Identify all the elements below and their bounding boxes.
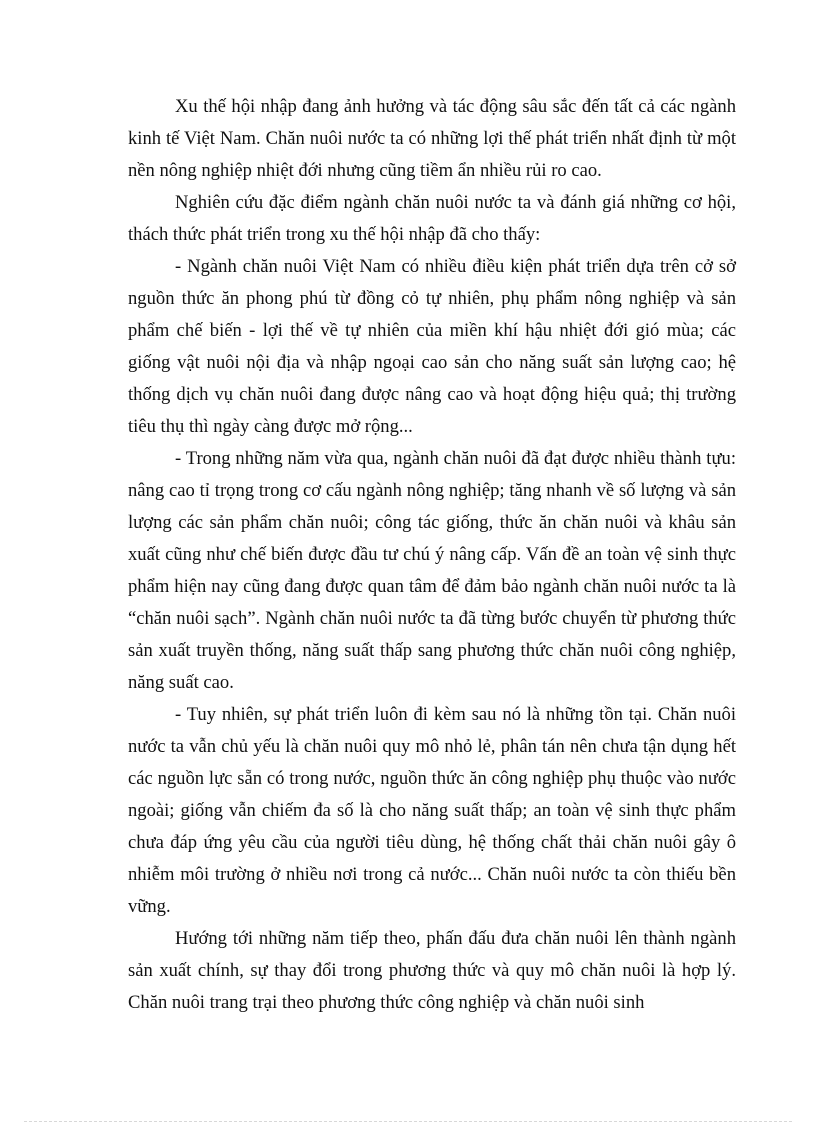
paragraph-limitations: - Tuy nhiên, sự phát triển luôn đi kèm sau nó là những tồn tại. Chăn nuôi nước ta vẫn chủ yếu là chăn nuôi quy mô nhỏ lẻ, phân tán nên chưa tận dụng hết các nguồn lực sẵn có trong nước, nguồn thức ăn công nghiệp phụ thuộc vào nước ngoài; giống vẫn chiếm đa số là cho năng suất thấp; an toàn vệ sinh thực phẩm chưa đáp ứng yêu cầu của người tiêu dùng, hệ thống chất thải chăn nuôi gây ô nhiễm môi trường ở nhiều nơi trong cả nước... Chăn nuôi nước ta còn thiếu bền vững. bbox=[128, 704, 736, 917]
paragraph-research-findings: Nghiên cứu đặc điểm ngành chăn nuôi nước ta và đánh giá những cơ hội, thách thức phát triển trong xu thế hội nhập đã cho thấy: bbox=[128, 192, 736, 245]
paragraph-integration-trend: Xu thế hội nhập đang ảnh hưởng và tác động sâu sắc đến tất cả các ngành kinh tế Việt Nam. Chăn nuôi nước ta có những lợi thế phát triển nhất định từ một nền nông nghiệp nhiệt đới nhưng cũng tiềm ẩn nhiều rủi ro cao. bbox=[128, 96, 736, 181]
paragraph-development-conditions: - Ngành chăn nuôi Việt Nam có nhiều điều kiện phát triển dựa trên cở sở nguồn thức ăn phong phú từ đồng cỏ tự nhiên, phụ phẩm nông nghiệp và sản phẩm chế biến - lợi thế về tự nhiên của miền khí hậu nhiệt đới gió mùa; các giống vật nuôi nội địa và nhập ngoại cao sản cho năng suất sản lượng cao; hệ thống dịch vụ chăn nuôi đang được nâng cao và hoạt động hiệu quả; thị trường tiêu thụ thì ngày càng được mở rộng... bbox=[128, 256, 736, 437]
paragraph-future-direction: Hướng tới những năm tiếp theo, phấn đấu đưa chăn nuôi lên thành ngành sản xuất chính, sự thay đổi trong phương thức và quy mô chăn nuôi là hợp lý. Chăn nuôi trang trại theo phương thức công nghiệp và chăn nuôi sinh bbox=[128, 928, 736, 1013]
document-body bbox=[128, 91, 736, 1019]
paragraph-achievements: - Trong những năm vừa qua, ngành chăn nuôi đã đạt được nhiều thành tựu: nâng cao tỉ trọng trong cơ cấu ngành nông nghiệp; tăng nhanh về số lượng và sản lượng các sản phẩm chăn nuôi; công tác giống, thức ăn chăn nuôi và khâu sản xuất cũng như chế biến được đầu tư chú ý nâng cấp. Vấn đề an toàn vệ sinh thực phẩm hiện nay cũng đang được quan tâm để đảm bảo ngành chăn nuôi nước ta là “chăn nuôi sạch”. Ngành chăn nuôi nước ta đã từng bước chuyển từ phương thức sản xuất truyền thống, năng suất thấp sang phương thức chăn nuôi công nghiệp, năng suất cao. bbox=[128, 448, 736, 693]
page-bottom-divider bbox=[24, 1121, 792, 1122]
